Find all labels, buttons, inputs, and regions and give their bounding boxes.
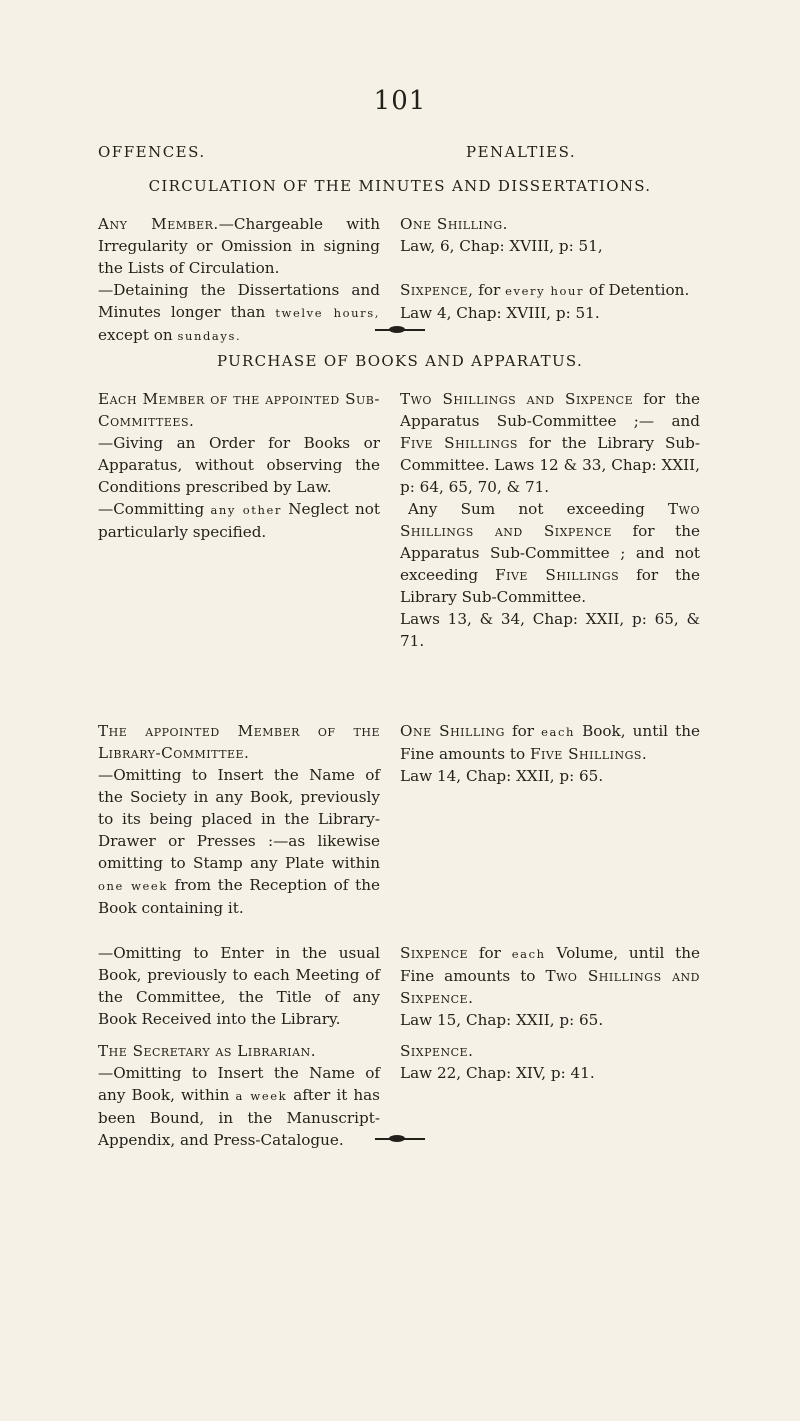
penalty-head: Sixpence, <box>400 281 474 299</box>
offence-body-3: Neglect not particularly specified. <box>98 500 380 541</box>
penalty-body-3: Any Sum not exceeding <box>408 500 669 518</box>
penalty-law: Laws 13, & 34, Chap: XXII, p: 65, & 71. <box>400 610 700 650</box>
offence-body-2: from the Reception of the Book containing it. <box>98 876 380 917</box>
section-title-purchase: PURCHASE OF BOOKS AND APPARATUS. <box>216 352 584 370</box>
penalty-head-2: Five Shillings. <box>529 745 648 763</box>
penalty-head-2: Five Shillings <box>400 434 518 452</box>
penalty-head-4: Five Shillings <box>495 566 620 584</box>
penalty-text <box>400 213 700 257</box>
penalty-head: Two Shillings and Sixpence <box>400 390 634 408</box>
penalty-text <box>400 388 700 652</box>
offence-emphasis: a week <box>235 1089 288 1103</box>
offence-head: The Secretary as Librarian. <box>98 1042 317 1060</box>
penalty-law: Law 4, Chap: XVIII, p: 51. <box>400 304 600 322</box>
offence-body-2: except on <box>98 326 178 344</box>
offence-emphasis-2: sundays. <box>177 329 242 343</box>
offence-emphasis: any other <box>210 503 282 517</box>
offence-head: Each Member of the appointed Sub-Committees. <box>98 390 380 430</box>
penalty-emphasis: every hour <box>505 284 585 298</box>
penalty-body: for <box>504 722 542 740</box>
penalty-text <box>400 942 700 1031</box>
penalty-body: for <box>473 281 506 299</box>
penalty-body-2: of Detention. <box>584 281 690 299</box>
offence-text <box>98 720 380 919</box>
penalty-text <box>400 1040 700 1084</box>
offence-body: —Omitting to Enter in the usual Book, previously to each Meeting of the Committee, the Title of any Book Received into the Library. <box>98 944 380 1028</box>
penalty-emphasis: each <box>511 947 546 961</box>
penalty-body-2: Book, until the Fine amounts to <box>400 722 700 763</box>
penalty-head: Sixpence. <box>400 1042 474 1060</box>
penalty-law: Law 14, Chap: XXII, p: 65. <box>400 767 604 785</box>
offence-text <box>98 279 380 347</box>
penalty-body-2: Volume, until the Fine amounts to <box>400 944 701 985</box>
offence-body: —Giving an Order for Books or Apparatus, without observing the Conditions prescribed by Law. <box>98 434 380 496</box>
offence-head: Any Member. <box>98 215 219 233</box>
offences-header: OFFENCES. <box>98 143 206 161</box>
offence-head: The appointed Member of the Library-Committee. <box>98 722 380 762</box>
penalties-header: PENALTIES. <box>466 143 577 161</box>
penalty-head-3: Two Shillings and Sixpence <box>400 500 700 540</box>
section-divider-end <box>375 1135 425 1143</box>
penalty-law: Law, 6, Chap: XVIII, p: 51, <box>400 237 603 255</box>
offence-body: —Detaining the Dissertations and Minutes longer than <box>98 281 380 321</box>
penalty-body-4: for the Apparatus Sub-Committee ; and not exceeding <box>400 522 700 584</box>
penalty-head: One Shilling <box>400 722 505 740</box>
penalty-law: Law 15, Chap: XXII, p: 65. <box>400 1011 604 1029</box>
penalty-body: for the Apparatus Sub-Committee ;— and <box>400 390 700 430</box>
penalty-text <box>400 279 700 324</box>
offence-body: —Omitting to Insert the Name of any Book, within <box>98 1064 380 1104</box>
offence-emphasis: one week <box>98 879 168 893</box>
penalty-head-2: Two Shillings and Sixpence. <box>400 967 700 1007</box>
offence-body: —Omitting to Insert the Name of the Society in any Book, previously to its being placed in the Library-Drawer or Presses :—as likewise omitting to Stamp any Plate within <box>98 766 380 872</box>
penalty-head: Sixpence <box>400 944 469 962</box>
offence-body: —Chargeable with Irregularity or Omission in signing the Lists of Circulation. <box>98 215 380 277</box>
offence-body-2: —Committing <box>98 500 211 518</box>
page-number: 101 <box>373 86 427 116</box>
penalty-body-2: for the Library Sub-Committee. Laws 12 & 33, Chap: XXII, p: 64, 65, 70, & 71. <box>400 434 700 496</box>
penalty-body: for <box>468 944 512 962</box>
section-title-circulation: CIRCULATION OF THE MINUTES AND DISSERTATIONS. <box>148 177 652 195</box>
offence-text <box>98 388 380 543</box>
penalty-law: Law 22, Chap: XIV, p: 41. <box>400 1064 595 1082</box>
section-divider <box>375 326 425 334</box>
offence-text <box>98 213 380 279</box>
offence-text <box>98 942 380 1030</box>
offence-body-2: after it has been Bound, in the Manuscript-Appendix, and Press-Catalogue. <box>98 1086 380 1149</box>
penalty-emphasis: each <box>541 725 576 739</box>
offence-text <box>98 1040 380 1151</box>
penalty-text <box>400 720 700 787</box>
penalty-body-5: for the Library Sub-Committee. <box>400 566 700 606</box>
penalty-head: One Shilling. <box>400 215 508 233</box>
offence-emphasis: twelve hours, <box>275 306 380 320</box>
